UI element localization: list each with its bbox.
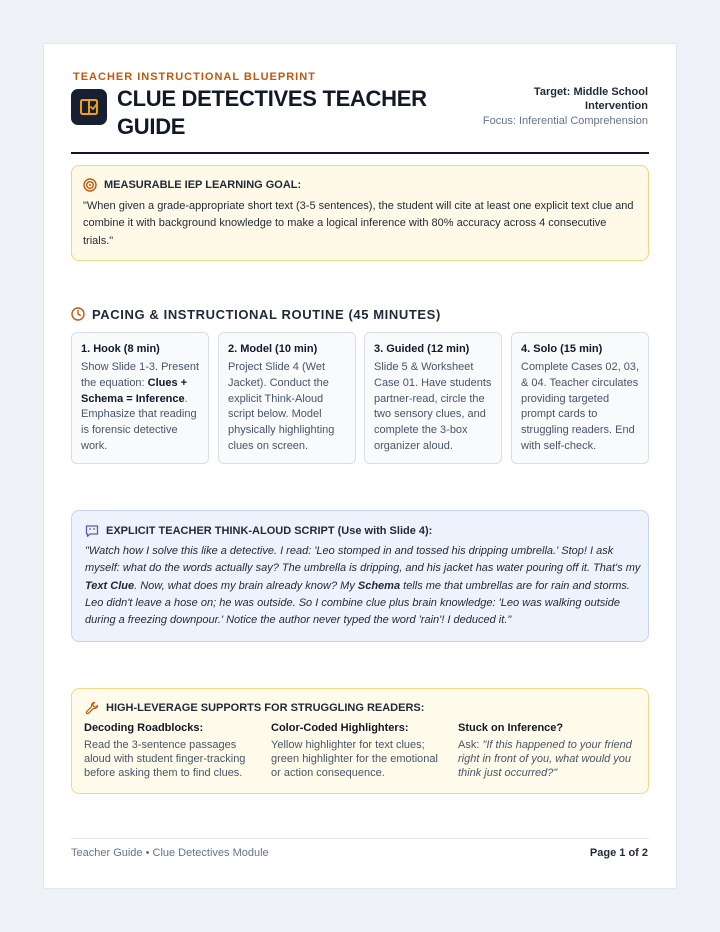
card-text: Show Slide 1-3. Present the equation: Clues + Schema = Inference. Emphasize that reading is forensic detective work. [81, 361, 200, 452]
page-number: Page 1 of 2 [589, 847, 648, 859]
support-decoding [84, 722, 262, 780]
footer-divider [71, 838, 649, 839]
pacing-card-model [218, 332, 356, 464]
support-text: Yellow highlighter for text clues; green highlighter for the emotional or action consequence. [271, 739, 438, 779]
pacing-card-guided [364, 332, 502, 464]
goal-text: "When given a grade-appropriate short text (3-5 sentences), the student will cite at least one explicit text clue and combine it with background knowledge to make a logical inference with 80% accuracy across 4 consecutive trials." [83, 200, 634, 247]
support-title: Decoding Roadblocks: [84, 722, 204, 734]
support-title: Color-Coded Highlighters: [271, 722, 409, 734]
chat-icon [85, 524, 99, 543]
card-text: Project Slide 4 (Wet Jacket). Conduct the explicit Think-Aloud script below. Model physically highlighting clues on screen. [228, 361, 335, 452]
support-title: Stuck on Inference? [458, 722, 564, 734]
card-text: Complete Cases 02, 03, & 04. Teacher circulates providing targeted prompt cards to struggling readers. End with self-check. [521, 361, 640, 452]
book-check-icon [71, 89, 107, 125]
target-icon [83, 178, 97, 197]
card-title: 2. Model (10 min) [228, 343, 318, 355]
target-line-2: Intervention [585, 100, 648, 112]
page-title: CLUE DETECTIVES TEACHER GUIDE [117, 86, 427, 139]
support-highlighters [271, 722, 449, 780]
footer-module-label: Teacher Guide • Clue Detectives Module [71, 847, 269, 859]
iep-goal-box [71, 165, 649, 261]
support-text: Ask: "If this happened to your friend right in front of you, what would you think just occurred?" [458, 739, 632, 779]
support-inference [458, 722, 636, 780]
support-text: Read the 3-sentence passages aloud with student finger-tracking before asking them to find clues. [84, 739, 246, 779]
pacing-card-solo [511, 332, 649, 464]
goal-heading: MEASURABLE IEP LEARNING GOAL: [104, 179, 302, 191]
think-aloud-box [71, 510, 649, 642]
pacing-card-hook [71, 332, 209, 464]
target-info [448, 85, 648, 128]
focus-line: Focus: Inferential Comprehension [482, 115, 648, 127]
pacing-heading: PACING & INSTRUCTIONAL ROUTINE (45 MINUTES) [92, 307, 441, 322]
script-text: "Watch how I solve this like a detective. I read: 'Leo stomped in and tossed his dripping umbrella.' Stop! I ask myself: what do the words actually say? The umbrella is dripping, and his jacket has water pouring off it. That's my Text Clue. Now, what does my brain already know? My Schema tells me that umbrellas are for rain and storms. Leo didn't leave a hose on; he was outside. So I combine clue plus brain knowledge: 'Leo was walking outside during a freezing downpour.' Notice the author never typed the word 'rain'! I deduced it." [85, 545, 641, 627]
header-divider [71, 152, 649, 154]
card-title: 4. Solo (15 min) [521, 343, 603, 355]
supports-box [71, 688, 649, 794]
header-kicker: TEACHER INSTRUCTIONAL BLUEPRINT [73, 71, 316, 83]
target-line-1: Target: Middle School [533, 86, 648, 98]
card-text: Slide 5 & Worksheet Case 01. Have students partner-read, circle the two sensory clues, and complete the 3-box organizer aloud. [374, 361, 492, 452]
card-title: 1. Hook (8 min) [81, 343, 160, 355]
script-heading: EXPLICIT TEACHER THINK-ALOUD SCRIPT (Use with Slide 4): [106, 525, 433, 537]
wrench-icon [85, 701, 99, 720]
supports-heading: HIGH-LEVERAGE SUPPORTS FOR STRUGGLING READERS: [106, 702, 425, 714]
clock-icon [71, 307, 85, 326]
card-title: 3. Guided (12 min) [374, 343, 470, 355]
